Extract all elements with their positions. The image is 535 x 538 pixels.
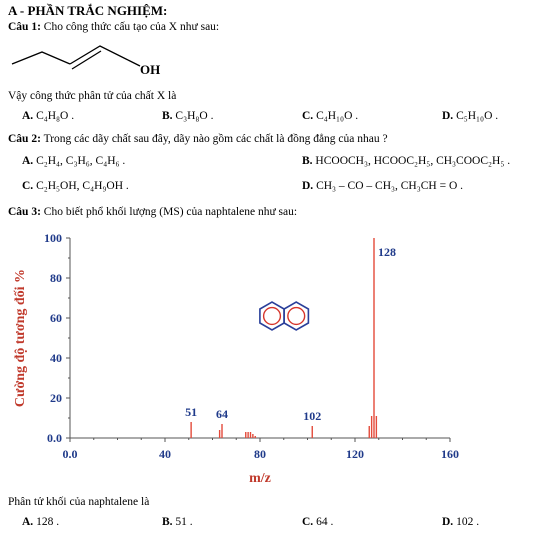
oh-group-label: OH bbox=[140, 62, 161, 77]
q1-option-b[interactable]: B. C₃H₈O . bbox=[162, 110, 214, 122]
x-tick-label: 40 bbox=[159, 447, 171, 461]
y-tick-label: 60 bbox=[50, 311, 62, 325]
q2-option-a[interactable]: A. C₂H₄, C₃H₆, C₄H₆ . bbox=[22, 155, 126, 167]
question-2-label: Câu 2: bbox=[8, 133, 41, 145]
peak-label: 64 bbox=[216, 407, 228, 421]
peak-label: 51 bbox=[185, 405, 198, 419]
q1-option-d[interactable]: D. C₅H₁₀O . bbox=[442, 110, 499, 122]
q1-option-c[interactable]: C. C₄H₁₀O . bbox=[302, 110, 359, 122]
skeletal-formula bbox=[8, 38, 168, 80]
y-tick-label: 40 bbox=[50, 351, 62, 365]
naphthalene-structure bbox=[260, 302, 309, 330]
bond-line-2 bbox=[70, 46, 128, 64]
section-title: A - PHẦN TRẮC NGHIỆM: bbox=[8, 3, 168, 18]
question-3 bbox=[8, 206, 297, 218]
x-tick-label: 0.0 bbox=[62, 447, 78, 461]
x-tick-label: 120 bbox=[346, 447, 364, 461]
question-2 bbox=[8, 133, 388, 145]
q3-option-b[interactable]: B. 51 . bbox=[162, 516, 193, 528]
question-1-prompt: Vậy công thức phân tử của chất X là bbox=[8, 90, 177, 102]
aromatic-circle bbox=[264, 308, 281, 325]
x-tick-label: 80 bbox=[254, 447, 266, 461]
y-tick-label: 20 bbox=[50, 391, 62, 405]
question-1 bbox=[8, 21, 219, 33]
aromatic-circle bbox=[288, 308, 305, 325]
x-axis-label: m/z bbox=[249, 471, 271, 486]
bond-line-1 bbox=[12, 52, 70, 64]
q3-option-a[interactable]: A. 128 . bbox=[22, 516, 60, 528]
y-tick-label: 100 bbox=[44, 231, 62, 245]
q2-option-b[interactable]: B. HCOOCH₃, HCOOC₂H₅, CH₃COOC₂H₅ . bbox=[302, 155, 511, 167]
y-tick-label: 0.0 bbox=[47, 431, 62, 445]
q2-option-c[interactable]: C. C₂H₅OH, C₄H₉OH . bbox=[22, 180, 129, 192]
q3-option-d[interactable]: D. 102 . bbox=[442, 516, 480, 528]
q2-option-d[interactable]: D. CH₃ – CO – CH₃, CH₃CH = O . bbox=[302, 180, 464, 192]
bond-to-oh bbox=[128, 60, 140, 66]
x-tick-label: 160 bbox=[441, 447, 459, 461]
y-axis-label: Cường độ tương đối % bbox=[13, 268, 28, 408]
question-2-text: Trong các dãy chất sau đây, dãy nào gồm các chất là đồng đẳng của nhau ? bbox=[43, 133, 388, 145]
y-tick-label: 80 bbox=[50, 271, 62, 285]
question-3-label: Câu 3: bbox=[8, 206, 41, 218]
q1-option-a[interactable]: A. C₄H₈O . bbox=[22, 110, 75, 122]
question-1-text: Cho công thức cấu tạo của X như sau: bbox=[43, 21, 220, 33]
peak-label: 102 bbox=[303, 409, 322, 423]
q3-option-c[interactable]: C. 64 . bbox=[302, 516, 334, 528]
question-3-text: Cho biết phổ khối lượng (MS) của naphtalene như sau: bbox=[43, 206, 298, 218]
question-1-label: Câu 1: bbox=[8, 21, 41, 33]
question-3-prompt: Phân tử khối của naphtalene là bbox=[8, 496, 150, 508]
peak-label: 128 bbox=[378, 245, 396, 259]
mass-spectrum-chart bbox=[8, 228, 473, 490]
